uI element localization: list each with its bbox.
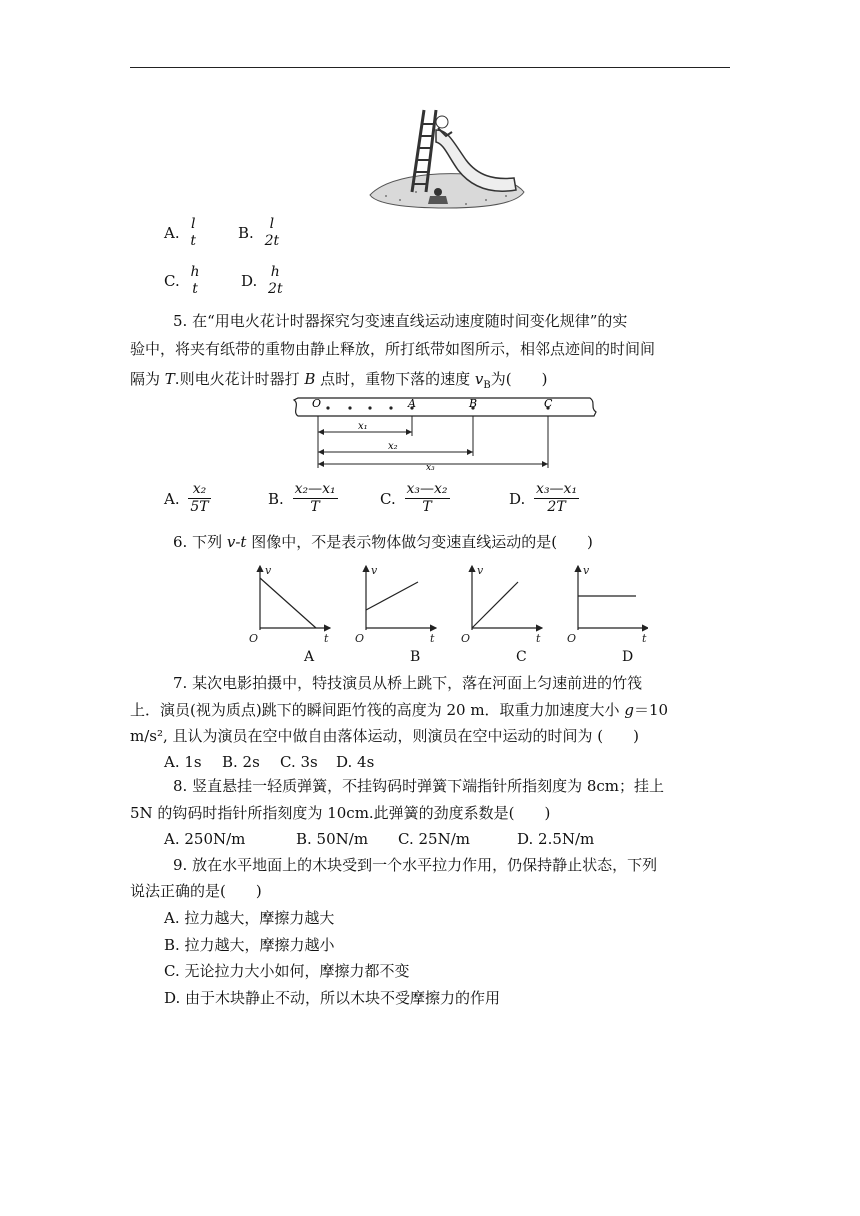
- q8-option-a[interactable]: A. 250N/m: [164, 830, 246, 848]
- q6-line-1: [173, 529, 593, 555]
- q5-option-d[interactable]: [509, 481, 579, 516]
- span-x1: x₁: [358, 421, 368, 432]
- graph-label-v: v: [477, 564, 484, 577]
- q8-line-1: 8. 竖直悬挂一轻质弹簧，不挂钩码时弹簧下端指针所指刻度为 8cm；挂上: [173, 777, 665, 795]
- q4-option-a[interactable]: [164, 216, 198, 250]
- denominator: 5T: [190, 499, 209, 515]
- q5-option-b[interactable]: [268, 481, 338, 516]
- graph-caption-c: C: [516, 649, 527, 665]
- numerator: x₂—x₁: [294, 481, 336, 497]
- q5-line-2: 验中，将夹有纸带的重物由静止释放，所打纸带如图所示，相邻点迹间的时间间: [130, 340, 656, 358]
- span-x2: x₂: [388, 441, 398, 452]
- numerator: h: [190, 264, 200, 280]
- var-g: g: [624, 701, 634, 719]
- q7-option-c[interactable]: C. 3s: [280, 753, 318, 771]
- var-v: v: [474, 370, 484, 388]
- denominator: t: [190, 233, 197, 249]
- graph-line: [472, 582, 518, 628]
- subscript-B: B: [483, 380, 491, 391]
- q5-option-a[interactable]: [164, 481, 211, 516]
- q7-option-b[interactable]: B. 2s: [222, 753, 260, 771]
- graph-label-origin: O: [355, 632, 365, 645]
- graph-label-origin: O: [567, 632, 577, 645]
- option-label: C.: [164, 272, 180, 290]
- denominator: t: [192, 281, 198, 297]
- graph-label-t: t: [642, 632, 647, 645]
- option-label: B.: [268, 489, 284, 508]
- graph-label-t: t: [536, 632, 541, 645]
- q9-line-1: 9. 放在水平地面上的木块受到一个水平拉力作用，仍保持静止状态，下列: [173, 856, 658, 874]
- q9-option-b[interactable]: B. 拉力越大，摩擦力越小: [164, 936, 335, 954]
- point-B: B: [469, 397, 478, 410]
- q9-option-c[interactable]: C. 无论拉力大小如何，摩擦力都不变: [164, 962, 410, 980]
- denominator: T: [422, 499, 432, 515]
- text-segment: 6. 下列: [173, 533, 227, 551]
- q7-line-1: 7. 某次电影拍摄中，特技演员从桥上跳下，落在河面上匀速前进的竹筏: [173, 674, 643, 692]
- q8-option-b[interactable]: B. 50N/m: [296, 830, 369, 848]
- graph-label-v: v: [371, 564, 378, 577]
- option-label: C.: [380, 489, 396, 508]
- q4-option-b[interactable]: [238, 216, 281, 250]
- numerator: x₃—x₂: [406, 481, 448, 497]
- span-x3: x₃: [426, 463, 435, 472]
- graph-caption-d: D: [622, 649, 634, 665]
- q9-option-d[interactable]: D. 由于木块静止不动，所以木块不受摩擦力的作用: [164, 989, 501, 1007]
- q9-option-a[interactable]: A. 拉力越大，摩擦力越大: [164, 909, 335, 927]
- numerator: l: [190, 216, 196, 232]
- option-label: D.: [241, 272, 258, 290]
- point-A: A: [408, 397, 416, 410]
- q9-line-2: 说法正确的是( ): [130, 882, 262, 900]
- q7-option-a[interactable]: A. 1s: [164, 753, 202, 771]
- numerator: x₂: [188, 481, 210, 499]
- graph-label-origin: O: [249, 632, 259, 645]
- q8-option-c[interactable]: C. 25N/m: [398, 830, 470, 848]
- text-segment: 图像中，不是表示物体做匀变速直线运动的是( ): [246, 533, 593, 551]
- option-label: A.: [164, 489, 180, 508]
- q4-option-c[interactable]: [164, 264, 202, 298]
- graph-label-t: t: [430, 632, 435, 645]
- point-C: C: [544, 397, 553, 410]
- text-segment: .则电火花计时器打: [174, 370, 305, 388]
- graph-line: [260, 578, 316, 628]
- point-O: O: [312, 397, 322, 410]
- graph-label-origin: O: [461, 632, 471, 645]
- var-B: B: [304, 370, 316, 388]
- option-label: B.: [238, 224, 254, 242]
- option-label: D.: [509, 489, 526, 508]
- text-segment: 点时，重物下落的速度: [315, 370, 475, 388]
- option-label: A.: [164, 224, 180, 242]
- numerator: x₃—x₁: [536, 481, 578, 497]
- ticker-tape-diagram: [290, 392, 602, 472]
- q8-option-d[interactable]: D. 2.5N/m: [517, 830, 595, 848]
- q5-line-1: 5. 在“用电火花计时器探究匀变速直线运动速度随时间变化规律”的实: [173, 312, 628, 330]
- graph-label-t: t: [324, 632, 329, 645]
- denominator: T: [310, 499, 320, 515]
- text-segment: ＝10: [633, 701, 669, 719]
- q8-line-2: 5N 的钩码时指针所指刻度为 10cm.此弹簧的劲度系数是( ): [130, 804, 551, 822]
- denominator: 2T: [547, 499, 566, 515]
- var-vt: v-t: [226, 533, 247, 551]
- vt-graphs: [248, 560, 648, 668]
- q4-option-d[interactable]: [241, 264, 285, 298]
- graph-label-v: v: [583, 564, 590, 577]
- q7-line-2: [130, 697, 668, 723]
- header-rule: [130, 67, 730, 68]
- q7-option-d[interactable]: D. 4s: [336, 753, 375, 771]
- graph-label-v: v: [265, 564, 272, 577]
- graph-line: [366, 582, 418, 610]
- graph-caption-b: B: [410, 649, 421, 665]
- text-segment: 为( ): [490, 370, 548, 388]
- denominator: 2t: [264, 233, 280, 249]
- slide-illustration: [366, 100, 528, 210]
- text-segment: 上．演员(视为质点)跳下的瞬间距竹筏的高度为 20 m．取重力加速度大小: [130, 701, 625, 719]
- q7-line-3: m/s², 且认为演员在空中做自由落体运动，则演员在空中运动的时间为 ( ): [130, 727, 639, 745]
- var-T: T: [164, 370, 175, 388]
- graph-caption-a: A: [304, 649, 315, 665]
- text-segment: 隔为: [130, 370, 165, 388]
- numerator: l: [269, 216, 275, 232]
- numerator: h: [270, 264, 280, 280]
- denominator: 2t: [268, 281, 283, 297]
- q5-option-c[interactable]: [380, 481, 450, 516]
